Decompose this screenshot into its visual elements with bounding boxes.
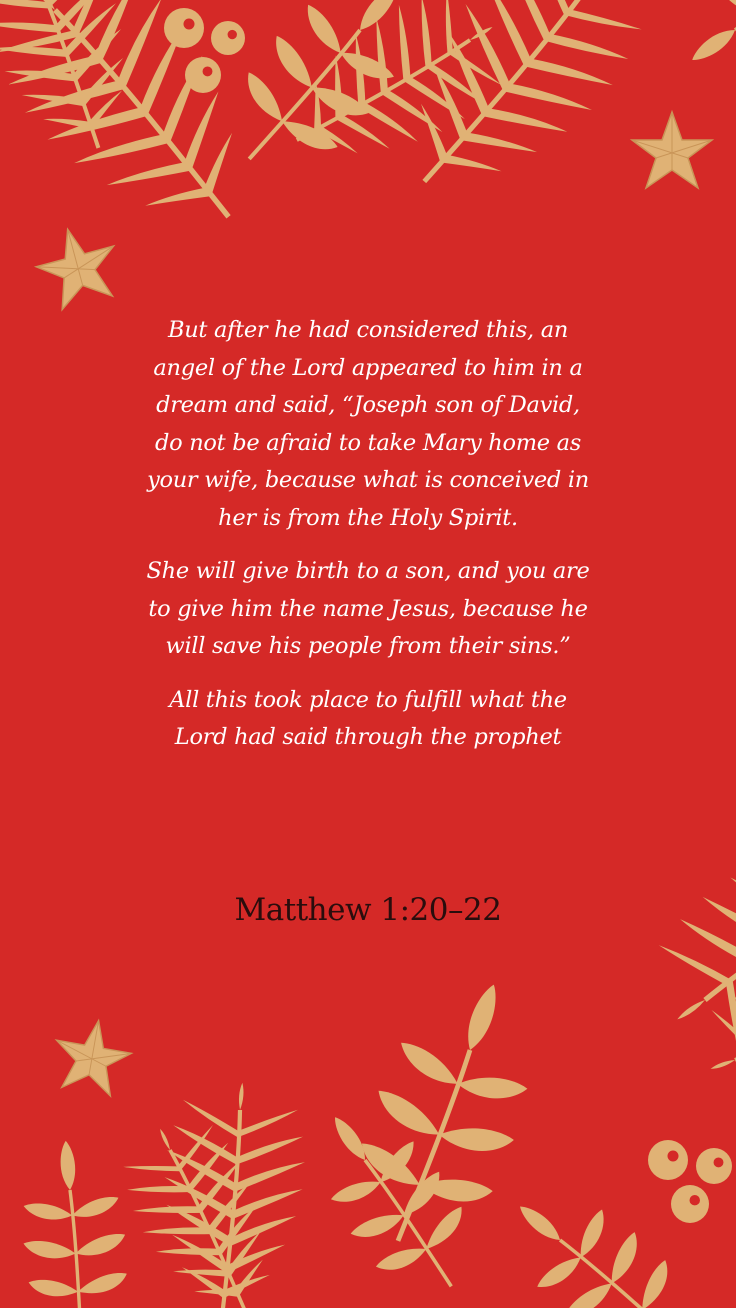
star-icon: [49, 1014, 136, 1098]
pine-branch-icon: [0, 0, 297, 274]
berry-icon: [671, 1185, 709, 1223]
berry-icon: [696, 1148, 732, 1184]
verse-paragraph-3: All this took place to fulfill what the Lord had said through the prophet: [169, 686, 567, 750]
berry-icon: [185, 57, 221, 93]
pine-branch-icon: [361, 0, 669, 235]
pine-branch-icon: [628, 781, 736, 1090]
scripture-reference: Matthew 1:20–22: [234, 892, 502, 928]
star-icon: [29, 219, 126, 313]
scripture-verse: [140, 312, 596, 773]
berry-icon: [164, 8, 204, 48]
star-icon: [632, 112, 712, 188]
leaf-sprig-icon: [485, 1165, 712, 1308]
berry-icon: [211, 21, 245, 55]
leaf-sprig-icon: [15, 1136, 134, 1308]
verse-paragraph-2: She will give birth to a son, and you are to give him the name Jesus, because he will save his people from their sins.”: [146, 558, 590, 659]
berry-icon: [648, 1140, 688, 1180]
leaf-sprig-icon: [661, 0, 736, 104]
verse-paragraph-1: But after he had considered this, an angel of the Lord appeared to him in a dream and said, “Joseph son of David, do not be afraid to take Mary home as your wife, because what is conceived in her is from the Holy Spirit.: [147, 317, 589, 531]
pine-branch-icon: [688, 930, 736, 1131]
